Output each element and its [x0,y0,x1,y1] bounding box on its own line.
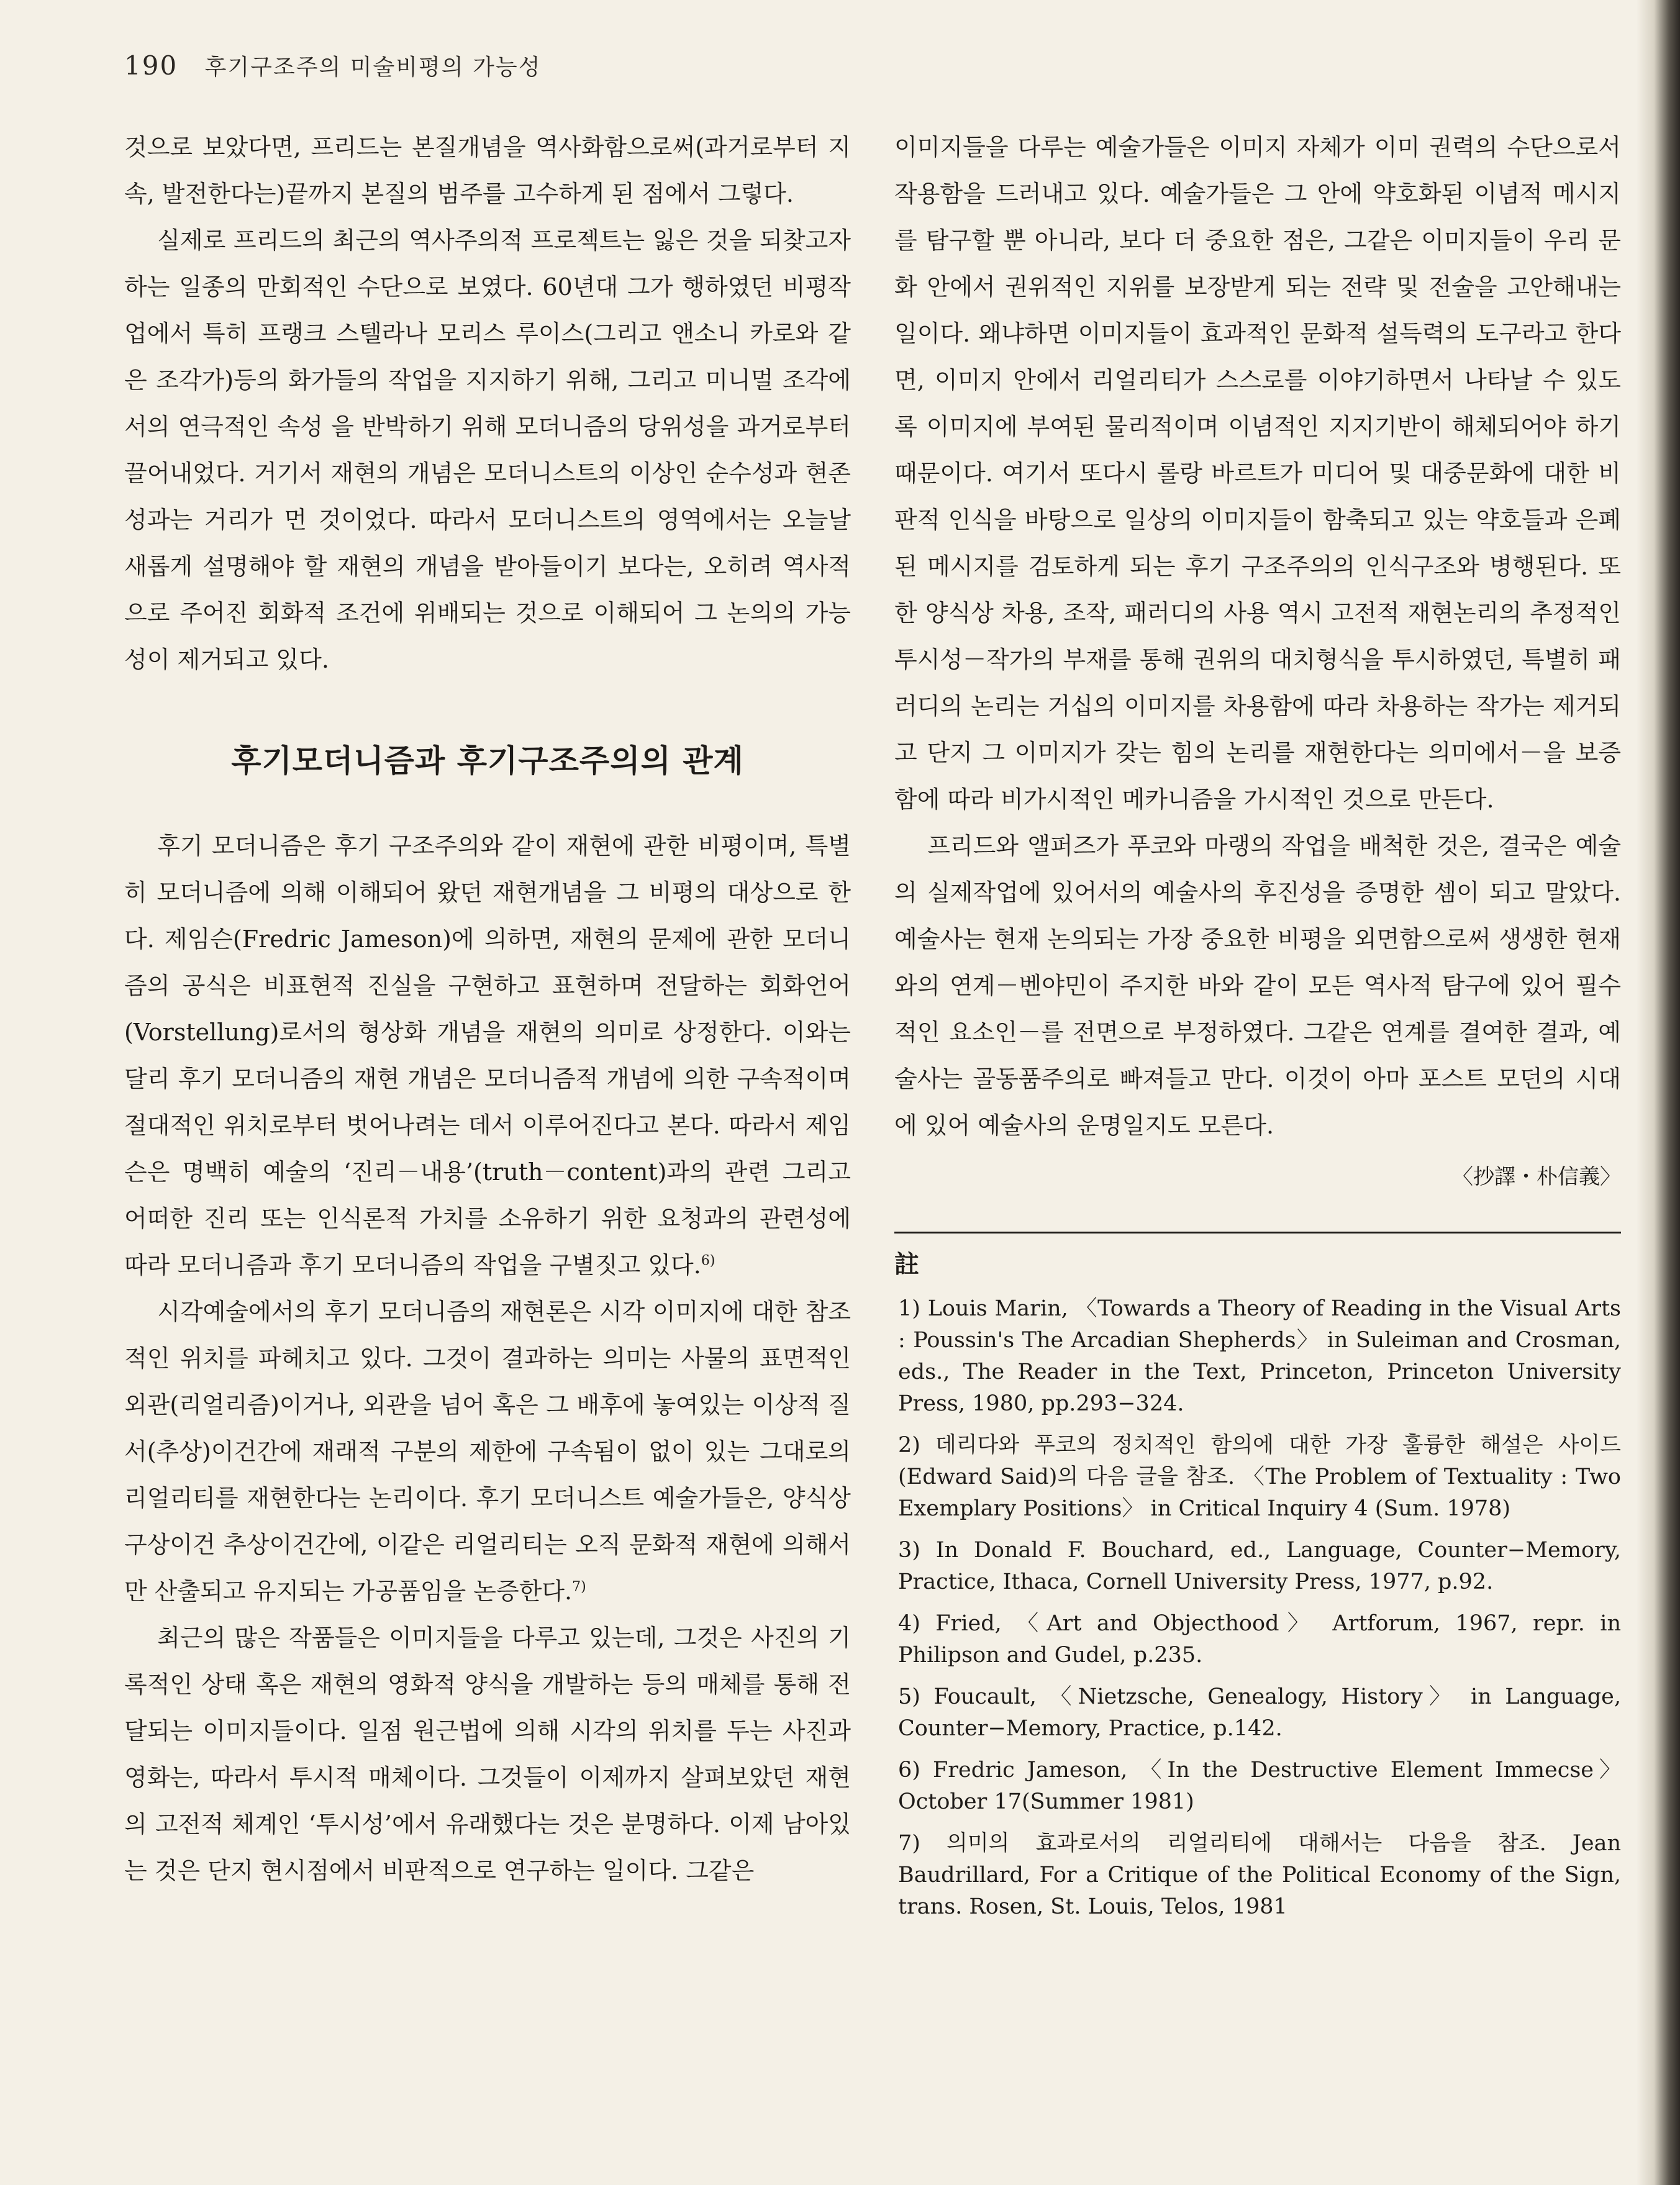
running-header [124,50,541,87]
page-binding-edge [1637,0,1680,2185]
notes-divider [894,1232,1621,1233]
footnote: 4) Fried, 〈Art and Objecthood〉 Artforum, 1967, repr. in Philipson and Gudel, p.235. [898,1611,1621,1668]
right-column [894,124,1621,1933]
paragraph: 최근의 많은 작품들은 이미지들을 다루고 있는데, 그것은 사진의 기록적인 상태 혹은 재현의 영화적 양식을 개발하는 등의 매체를 통해 전달되는 이미지들이다. 일점 원근법에 의해 시각의 위치를 두는 사진과 영화는, 따라서 투시적 매체이다. 그것들이 이제까지 살펴보았던 재현의 고전적 체계인 ‘투시성’에서 유래했다는 것은 분명하다. 이제 남아있는 것은 단지 현시점에서 비판적으로 연구하는 일이다. 그같은 [124,1624,851,1884]
paragraph: 것으로 보았다면, 프리드는 본질개념을 역사화함으로써(과거로부터 지속, 발전한다는)끝까지 본질의 범주를 고수하게 된 점에서 그렇다. [124,134,851,207]
footnote: 5) Foucault, 〈Nietzsche, Genealogy, History〉 in Language, Counter−Memory, Practice, p.142. [898,1684,1621,1741]
running-title: 후기구조주의 미술비평의 가능성 [204,55,542,80]
footnote-ref: 7) [572,1579,586,1595]
paragraph [124,1289,851,1615]
footnote: 3) In Donald F. Bouchard, ed., Language, Counter−Memory, Practice, Ithaca, Cornell University Press, 1977, p.92. [898,1538,1621,1594]
paragraph: 프리드와 앨퍼즈가 푸코와 마랭의 작업을 배척한 것은, 결국은 예술의 실제작업에 있어서의 예술사의 후진성을 증명한 셈이 되고 말았다. 예술사는 현재 논의되는 가장 중요한 비평을 외면함으로써 생생한 현재와의 연계－벤야민이 주지한 바와 같이 모든 역사적 탐구에 있어 필수적인 요소인－를 전면으로 부정하였다. 그같은 연계를 결여한 결과, 예술사는 골동품주의로 빠져들고 만다. 이것이 아마 포스트 모던의 시대에 있어 예술사의 운명일지도 모른다. [894,832,1621,1139]
footnote: 6) Fredric Jameson, 〈In the Destructive Element Immecse〉 October 17(Summer 1981) [898,1758,1621,1814]
section-heading: 후기모더니즘과 후기구조주의의 관계 [231,743,744,779]
paragraph [124,823,851,1289]
translator-credit: 〈抄譯・朴信義〉 [1452,1165,1621,1189]
footnote: 2) 데리다와 푸코의 정치적인 함의에 대한 가장 훌륭한 해설은 사이드(Edward Said)의 다음 글을 참조. 〈The Problem of Textuality : Two Exemplary Positions〉 in Critical Inquiry 4 (Sum. 1978) [898,1433,1621,1521]
paragraph: 이미지들을 다루는 예술가들은 이미지 자체가 이미 권력의 수단으로서 작용함을 드러내고 있다. 예술가들은 그 안에 약호화된 이념적 메시지를 탐구할 뿐 아니라, 보다 더 중요한 점은, 그같은 이미지들이 우리 문화 안에서 권위적인 지위를 보장받게 되는 전략 및 전술을 고안해내는 일이다. 왜냐하면 이미지들이 효과적인 문화적 설득력의 도구라고 한다면, 이미지 안에서 리얼리티가 스스로를 이야기하면서 나타날 수 있도록 이미지에 부여된 물리적이며 이념적인 지지기반이 해체되어야 하기 때문이다. 여기서 또다시 롤랑 바르트가 미디어 및 대중문화에 대한 비판적 인식을 바탕으로 일상의 이미지들이 함축되고 있는 약호들과 은폐된 메시지를 검토하게 되는 후기 구조주의의 인식구조와 병행된다. 또한 양식상 차용, 조작, 패러디의 사용 역시 고전적 재현논리의 추정적인 투시성－작가의 부재를 통해 권위의 대치형식을 투시하였던, 특별히 패러디의 논리는 거십의 이미지를 차용함에 따라 차용하는 작가는 제거되고 단지 그 이미지가 갖는 힘의 논리를 재현한다는 의미에서－을 보증함에 따라 비가시적인 메카니즘을 가시적인 것으로 만든다. [894,134,1621,813]
notes-heading: 註 [894,1250,919,1279]
footnote: 1) Louis Marin, 〈Towards a Theory of Reading in the Visual Arts : Poussin's The Arcadian Shepherds〉 in Suleiman and Crosman, eds., The Reader in the Text, Princeton, Princeton University Press, 1980, pp.293−324. [898,1296,1621,1416]
footnote-ref: 6) [701,1253,715,1269]
paragraph-text: 후기 모더니즘은 후기 구조주의와 같이 재현에 관한 비평이며, 특별히 모더니즘에 의해 이해되어 왔던 재현개념을 그 비평의 대상으로 한다. 제임슨(Fredric Jameson)에 의하면, 재현의 문제에 관한 모더니즘의 공식은 비표현적 진실을 구현하고 표현하며 전달하는 회화언어(Vorstellung)로서의 형상화 개념을 재현의 의미로 상정한다. 이와는 달리 후기 모더니즘의 재현 개념은 모더니즘적 개념에 의한 구속적이며 절대적인 위치로부터 벗어나려는 데서 이루어진다고 본다. 따라서 제임슨은 명백히 예술의 ‘진리－내용’(truth－content)과의 관련 그리고 어떠한 진리 또는 인식론적 가치를 소유하기 위한 요청과의 관련성에 따라 모더니즘과 후기 모더니즘의 작업을 구별짓고 있다. [124,832,851,1279]
left-column [124,124,851,1894]
paragraph-text: 시각예술에서의 후기 모더니즘의 재현론은 시각 이미지에 대한 참조적인 위치를 파헤치고 있다. 그것이 결과하는 의미는 사물의 표면적인 외관(리얼리즘)이거나, 외관을 넘어 혹은 그 배후에 놓여있는 이상적 질서(추상)이건간에 재래적 구분의 제한에 구속됨이 없이 있는 그대로의 리얼리티를 재현한다는 논리이다. 후기 모더니스트 예술가들은, 양식상 구상이건 추상이건간에, 이같은 리얼리티는 오직 문화적 재현에 의해서만 산출되고 유지되는 가공품임을 논증한다. [124,1298,851,1605]
page-number: 190 [124,50,178,81]
footnote: 7) 의미의 효과로서의 리얼리티에 대해서는 다음을 참조. Jean Baudrillard, For a Critique of the Political Economy of the Sign, trans. Rosen, St. Louis, Telos, 1981 [898,1831,1621,1919]
paragraph: 실제로 프리드의 최근의 역사주의적 프로젝트는 잃은 것을 되찾고자하는 일종의 만회적인 수단으로 보였다. 60년대 그가 행하였던 비평작업에서 특히 프랭크 스텔라나 모리스 루이스(그리고 앤소니 카로와 같은 조각가)등의 화가들의 작업을 지지하기 위해, 그리고 미니멀 조각에서의 연극적인 속성 을 반박하기 위해 모더니즘의 당위성을 과거로부터 끌어내었다. 거기서 재현의 개념은 모더니스트의 이상인 순수성과 현존성과는 거리가 먼 것이었다. 따라서 모더니스트의 영역에서는 오늘날 새롭게 설명해야 할 재현의 개념을 받아들이기 보다는, 오히려 역사적으로 주어진 회화적 조건에 위배되는 것으로 이해되어 그 논의의 가능성이 제거되고 있다. [124,227,851,673]
